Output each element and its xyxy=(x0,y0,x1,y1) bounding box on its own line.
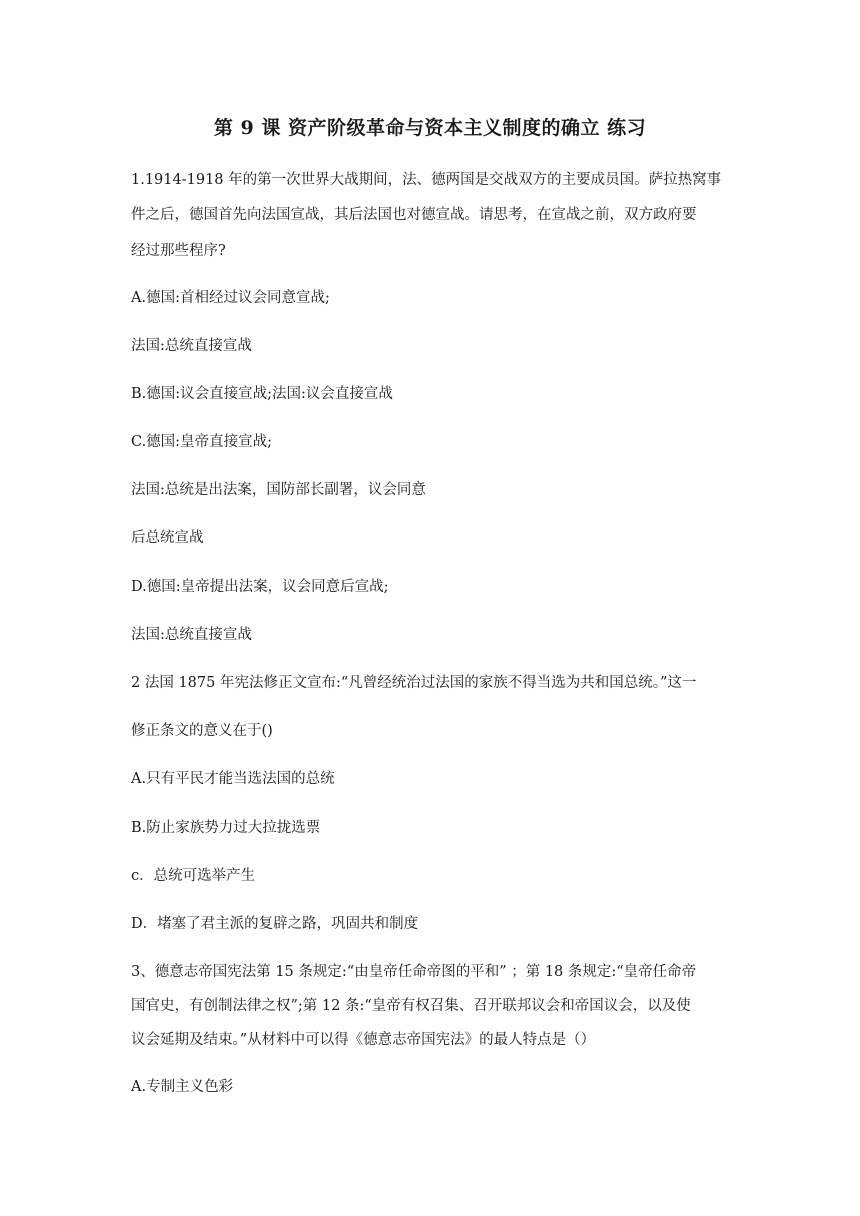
q2-option-a: A.只有平民才能当选法国的总统 xyxy=(131,771,335,787)
q2-text-line-1: 2 法国 1875 年宪法修正文宣布:“凡曾经统治过法国的家族不得当选为共和国总统。”这一 xyxy=(131,675,697,691)
q1-option-c-cont-1: 法国:总统是出法案，国防部长副署，议会同意 xyxy=(131,482,426,498)
document-title: 第 9 课 资产阶级革命与资本主义制度的确立 练习 xyxy=(213,117,647,139)
q3-text-line-1: 3、德意志帝国宪法第 15 条规定:“由皇帝任命帝图的平和” ；第 18 条规定:“皇帝任命帝 xyxy=(131,964,697,980)
q1-option-a-cont: 法国:总统直接宣战 xyxy=(131,338,252,354)
q3-text-line-3: 议会延期及结束。”从材料中可以得《德意志帝国宪法》的最人特点是（） xyxy=(131,1032,596,1048)
q1-option-b: B.德国:议会直接宣战;法国:议会直接宣战 xyxy=(131,386,393,402)
q1-option-c-cont-2: 后总统宣战 xyxy=(131,530,204,546)
q1-option-d-cont: 法国:总统直接宣战 xyxy=(131,627,252,643)
q1-option-a: A.德国:首相经过议会同意宣战; xyxy=(131,290,330,306)
q2-option-d: D．堵塞了君主派的复辟之路，巩固共和制度 xyxy=(131,916,419,932)
q2-option-c: c．总统可选举产生 xyxy=(131,868,256,884)
q2-option-b: B.防止家族势力过大拉拢选票 xyxy=(131,820,321,836)
q3-option-a: A.专制主义色彩 xyxy=(131,1079,234,1095)
q1-option-d: D.德国:皇帝提出法案，议会同意后宣战; xyxy=(131,579,389,595)
q3-text-line-2: 国官史，有创制法律之权”;第 12 条:“皇帝有权召集、召开联邦议会和帝国议会，以及使 xyxy=(131,998,691,1014)
q1-text-line-1: 1.1914-1918 年的第一次世界大战期间，法、德两国是交战双方的主要成员国。萨拉热窝事 xyxy=(131,172,722,188)
q1-text-line-3: 经过那些程序? xyxy=(131,243,226,259)
q1-option-c: C.德国:皇帝直接宣战; xyxy=(131,434,272,450)
q1-text-line-2: 件之后，德国首先向法国宣战，其后法国也对德宣战。请思考，在宣战之前，双方政府要 xyxy=(131,207,697,223)
q2-text-line-2: 修正条文的意义在于() xyxy=(131,723,273,739)
